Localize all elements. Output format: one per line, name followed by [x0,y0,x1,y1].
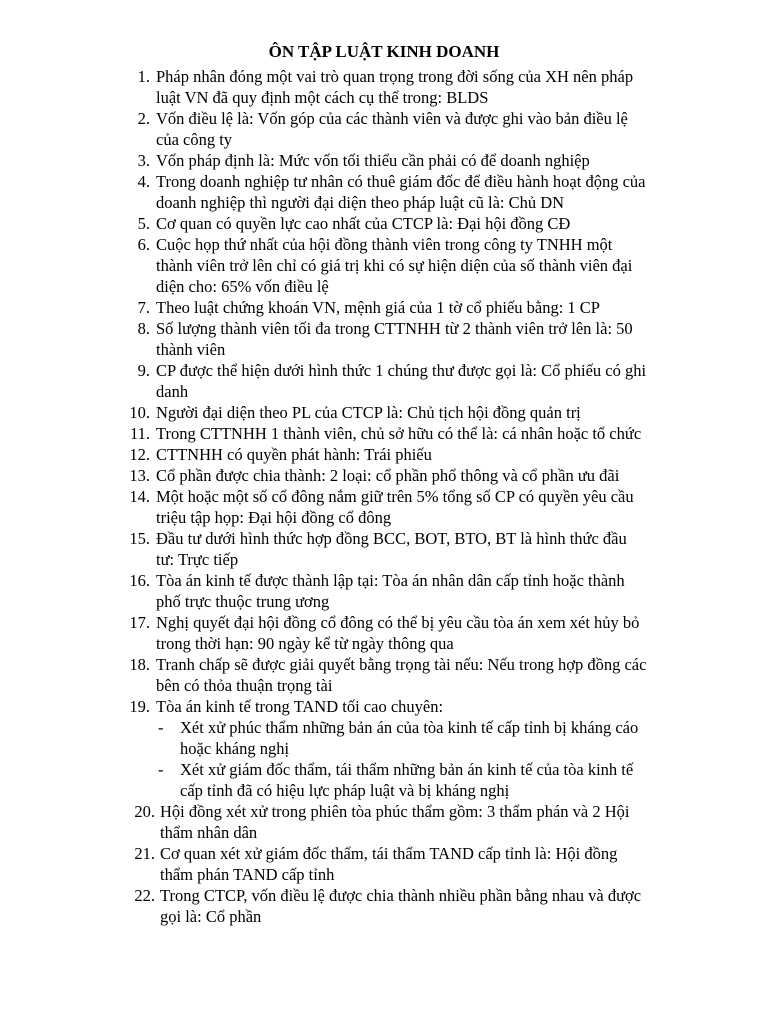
item-number: 15. [129,529,150,548]
list-item [0,486,768,528]
sub-item-text [180,717,700,759]
list-item [0,612,768,654]
item-text-line: Cổ phần được chia thành: 2 loại: cổ phần phổ thông và cổ phần ưu đãi [156,466,620,485]
item-number: 20. [134,802,155,821]
item-number: 4. [137,172,150,191]
item-text-line: Trong CTCP, vốn điều lệ được chia thành nhiều phần bằng nhau và được [160,886,642,905]
item-text [156,402,726,423]
item-number: 10. [129,403,150,422]
item-text [156,612,726,654]
sub-item-text-line: Xét xử giám đốc thẩm, tái thẩm những bản án kinh tế của tòa kinh tế [180,760,634,779]
list-item [0,171,768,213]
item-text [156,318,726,360]
list-item [0,801,768,843]
item-text [156,234,726,297]
item-number: 1. [137,67,150,86]
item-number: 3. [137,151,150,170]
sub-item-text-line: hoặc kháng nghị [180,739,290,758]
sub-list-item [0,717,768,759]
item-text-line: Trong doanh nghiệp tư nhân có thuê giám đốc để điều hành hoạt động của [156,172,646,191]
item-text-line: Cơ quan xét xử giám đốc thẩm, tái thẩm TAND cấp tỉnh là: Hội đồng [160,844,618,863]
item-text [156,213,726,234]
list-item [0,108,768,150]
item-text-line: Tranh chấp sẽ được giải quyết bằng trọng tài nếu: Nếu trong hợp đồng các [156,655,647,674]
item-text [156,486,726,528]
item-number: 9. [137,361,150,380]
item-text-line: thành viên [156,340,226,359]
item-number: 18. [129,655,150,674]
list-item [0,885,768,927]
item-text-line: Trong CTTNHH 1 thành viên, chủ sở hữu có thể là: cá nhân hoặc tổ chức [156,424,642,443]
list-item [0,150,768,171]
list-item [0,66,768,108]
item-number: 16. [129,571,150,590]
item-text-line: CTTNHH có quyền phát hành: Trái phiếu [156,445,432,464]
item-number: 11. [129,424,150,443]
item-text-line: Cuộc họp thứ nhất của hội đồng thành viên trong công ty TNHH một [156,235,613,254]
item-text [156,423,726,444]
item-text [156,528,726,570]
item-text [156,570,726,612]
item-number: 5. [137,214,150,233]
document-title: ÔN TẬP LUẬT KINH DOANH [268,42,500,61]
item-text-line: thành viên trở lên chỉ có giá trị khi có sự hiện diện của số thành viên đại [156,256,633,275]
list-item [0,528,768,570]
item-number: 22. [134,886,155,905]
item-text-line: luật VN đã quy định một cách cụ thể trong: BLDS [156,88,489,107]
item-text [156,108,726,150]
item-text-line: diện cho: 65% vốn điều lệ [156,277,329,296]
item-text-line: Tòa án kinh tế được thành lập tại: Tòa án nhân dân cấp tỉnh hoặc thành [156,571,625,590]
dash-bullet: - [158,760,164,779]
item-number: 13. [129,466,150,485]
item-text [160,843,726,885]
item-text-line: Vốn điều lệ là: Vốn góp của các thành viên và được ghi vào bản điều lệ [156,109,628,128]
item-text-line: bên có thỏa thuận trọng tài [156,676,333,695]
item-number: 2. [137,109,150,128]
item-text-line: gọi là: Cổ phần [160,907,262,926]
list-item [0,297,768,318]
question-list [0,66,768,927]
item-text-line: Vốn pháp định là: Mức vốn tối thiểu cần phải có để doanh nghiệp [156,151,590,170]
item-text-line: danh [156,382,189,401]
list-item [0,423,768,444]
item-text-line: trong thời hạn: 90 ngày kể từ ngày thông qua [156,634,454,653]
item-text-line: Hội đồng xét xử trong phiên tòa phúc thẩm gồm: 3 thẩm phán và 2 Hội [160,802,630,821]
list-item [0,696,768,717]
item-number: 19. [129,697,150,716]
item-text-line: Số lượng thành viên tối đa trong CTTNHH từ 2 thành viên trở lên là: 50 [156,319,633,338]
item-text [156,171,726,213]
dash-bullet: - [158,718,164,737]
list-item [0,213,768,234]
item-text-line: triệu tập họp: Đại hội đồng cổ đông [156,508,392,527]
item-text [156,150,726,171]
item-text-line: của công ty [156,130,233,149]
list-item [0,360,768,402]
item-text-line: Cơ quan có quyền lực cao nhất của CTCP là: Đại hội đồng CĐ [156,214,571,233]
item-text-line: CP được thể hiện dưới hình thức 1 chúng thư được gọi là: Cổ phiếu có ghi [156,361,647,380]
item-text-line: thẩm phán TAND cấp tỉnh [160,865,335,884]
item-text [156,297,726,318]
sub-item-text-line: Xét xử phúc thẩm những bản án của tòa kinh tế cấp tỉnh bị kháng cáo [180,718,639,737]
item-number: 12. [129,445,150,464]
list-item [0,654,768,696]
sub-item-text [180,759,700,801]
list-item [0,402,768,423]
list-item [0,843,768,885]
item-text-line: phố trực thuộc trung ương [156,592,330,611]
item-text [156,444,726,465]
item-text-line: Pháp nhân đóng một vai trò quan trọng trong đời sống của XH nên pháp [156,67,634,86]
list-item [0,570,768,612]
list-item [0,234,768,297]
item-text [156,654,726,696]
item-text [156,465,726,486]
item-number: 17. [129,613,150,632]
list-item [0,444,768,465]
item-text [156,360,726,402]
item-text-line: doanh nghiệp thì người đại diện theo pháp luật cũ là: Chủ DN [156,193,565,212]
item-text [160,885,726,927]
item-text-line: Nghị quyết đại hội đồng cổ đông có thể bị yêu cầu tòa án xem xét hủy bỏ [156,613,640,632]
item-text [156,66,726,108]
item-text-line: Theo luật chứng khoán VN, mệnh giá của 1 tờ cổ phiếu bằng: 1 CP [156,298,600,317]
sub-list-item [0,759,768,801]
sub-item-text-line: cấp tỉnh đã có hiệu lực pháp luật và bị kháng nghị [180,781,510,800]
item-number: 6. [137,235,150,254]
item-text-line: tư: Trực tiếp [156,550,239,569]
item-text-line: Người đại diện theo PL của CTCP là: Chủ tịch hội đồng quản trị [156,403,581,422]
item-number: 7. [137,298,150,317]
item-text [160,801,726,843]
item-text [156,696,726,717]
item-number: 21. [134,844,155,863]
item-number: 8. [137,319,150,338]
item-text-line: Một hoặc một số cổ đông nắm giữ trên 5% tổng số CP có quyền yêu cầu [156,487,634,506]
item-number: 14. [129,487,150,506]
list-item [0,318,768,360]
list-item [0,465,768,486]
item-text-line: Tòa án kinh tế trong TAND tối cao chuyên: [156,697,444,716]
item-text-line: thẩm nhân dân [160,823,258,842]
item-text-line: Đầu tư dưới hình thức hợp đồng BCC, BOT, BTO, BT là hình thức đầu [156,529,627,548]
